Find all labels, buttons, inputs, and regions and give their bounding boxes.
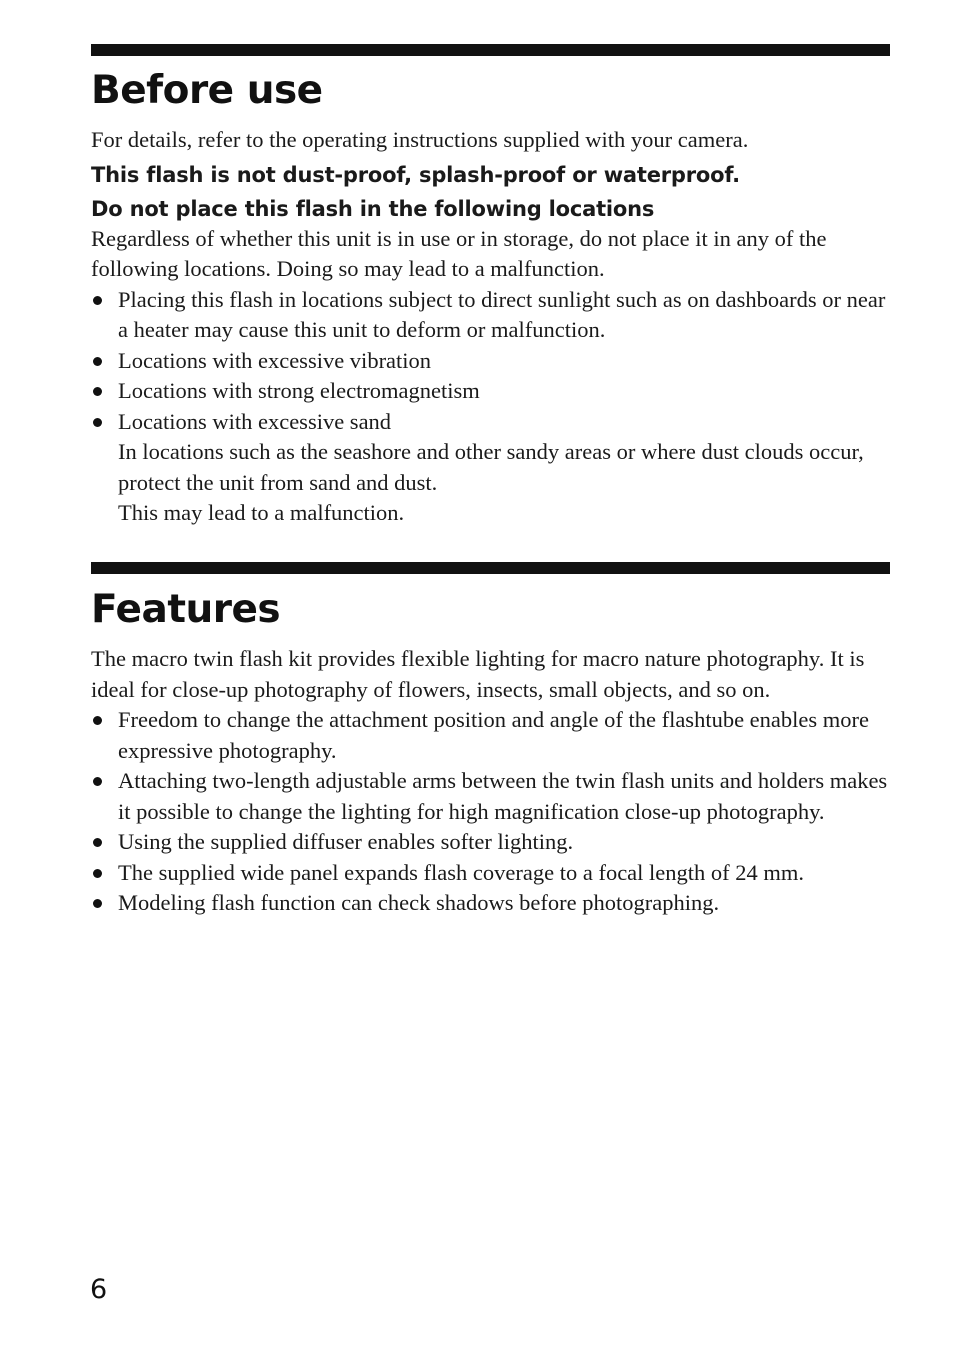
bullet-icon <box>93 838 102 847</box>
list-item <box>91 285 891 346</box>
list-item-text: Locations with excessive sand <box>118 408 392 434</box>
list-item <box>91 705 891 766</box>
list-item-text: Placing this flash in locations subject to direct sunlight such as on dashboards or near a heater may cause this unit to deform or malfunction. <box>118 286 886 342</box>
section-rule <box>91 44 890 56</box>
section-title: Before use <box>91 68 323 113</box>
features-section <box>91 562 891 919</box>
page-number: 6 <box>90 1274 108 1305</box>
list-item <box>91 858 891 889</box>
bullet-icon <box>93 899 102 908</box>
list-item-text: Locations with excessive vibration <box>118 347 432 373</box>
bullet-icon <box>93 869 102 878</box>
list-item <box>91 376 891 407</box>
section-rule <box>91 562 890 574</box>
list-item <box>91 766 891 827</box>
bullet-icon <box>93 777 102 786</box>
intro-text: For details, refer to the operating instructions supplied with your camera. <box>91 127 749 152</box>
list-item-text: Locations with strong electromagnetism <box>118 378 480 403</box>
location-list <box>91 285 891 529</box>
sand-detail-note: This may lead to a malfunction. <box>118 500 405 525</box>
bullet-icon <box>93 387 102 396</box>
list-item-text: Using the supplied diffuser enables softer lighting. <box>118 829 574 854</box>
list-item-text: Freedom to change the attachment position and angle of the flashtube enables more expressive photography. <box>118 707 870 763</box>
before-use-section <box>91 44 891 529</box>
list-item-text: The supplied wide panel expands flash coverage to a focal length of 24 mm. <box>118 859 805 885</box>
list-item-text: Modeling flash function can check shadows before photographing. <box>118 890 720 915</box>
feature-list <box>91 705 891 919</box>
list-item <box>91 888 891 919</box>
warning-heading: Do not place this flash in the following locations <box>91 196 655 221</box>
list-item <box>91 407 891 529</box>
bullet-icon <box>93 716 102 725</box>
list-item <box>91 346 891 377</box>
bullet-icon <box>93 418 102 427</box>
list-item <box>91 827 891 858</box>
section-title: Features <box>91 587 281 632</box>
body-text: Regardless of whether this unit is in use or in storage, do not place it in any of the following locations. Doing so may lead to a malfunction. <box>91 225 827 281</box>
intro-text: The macro twin flash kit provides flexible lighting for macro nature photography. It is ideal for close-up photography of flowers, insects, small objects, and so on. <box>91 646 865 702</box>
warning-heading: This flash is not dust-proof, splash-proof or waterproof. <box>91 162 740 187</box>
bullet-icon <box>93 296 102 305</box>
list-item-text: Attaching two-length adjustable arms between the twin flash units and holders makes it possible to change the lighting for high magnification close-up photography. <box>118 768 888 824</box>
bullet-icon <box>93 357 102 366</box>
manual-page <box>91 0 891 915</box>
sand-detail-text: In locations such as the seashore and other sandy areas or where dust clouds occur, protect the unit from sand and dust. <box>118 439 864 495</box>
